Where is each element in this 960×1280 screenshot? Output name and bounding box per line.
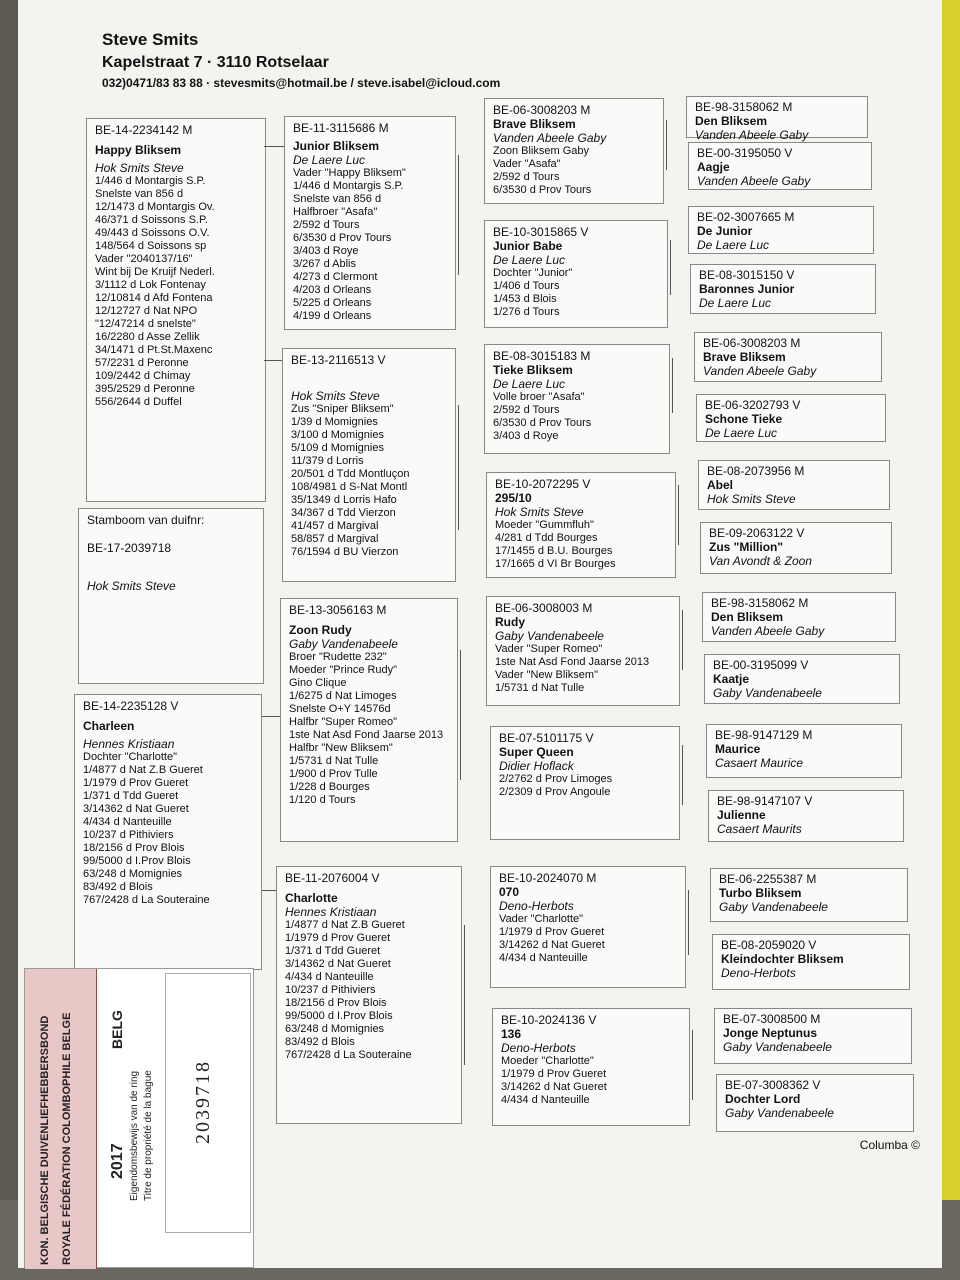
result-line: 3/100 d Momignies bbox=[291, 429, 384, 441]
result-line: 1ste Nat Asd Fond Jaarse 2013 bbox=[495, 656, 650, 668]
ring-number: BE-07-3008500 M bbox=[723, 1012, 821, 1026]
result-line: 57/2231 d Peronne bbox=[95, 357, 189, 369]
result-line: 1/453 d Blois bbox=[493, 293, 557, 305]
result-line: 46/371 d Soissons S.P. bbox=[95, 214, 208, 226]
grandparent-box bbox=[484, 98, 664, 204]
bird-name: Jonge Neptunus bbox=[723, 1026, 818, 1040]
results-list bbox=[285, 919, 453, 1062]
bird-owner: Gaby Vandenabeele bbox=[723, 1040, 832, 1054]
bird-owner: Casaert Maurice bbox=[715, 756, 804, 770]
result-line: 3/14362 d Nat Gueret bbox=[285, 958, 391, 970]
bird-name: Charleen bbox=[83, 719, 135, 733]
bird-owner: De Laere Luc bbox=[293, 153, 366, 167]
ring-number: BE-07-5101175 V bbox=[499, 731, 594, 745]
breeder-address: Kapelstraat 7 · 3110 Rotselaar bbox=[102, 54, 329, 71]
connector-line bbox=[464, 925, 465, 1065]
bird-owner: De Laere Luc bbox=[493, 377, 566, 391]
grandparent-box bbox=[486, 472, 676, 578]
result-line: 3/14262 d Nat Gueret bbox=[499, 939, 605, 951]
result-line: 10/237 d Pithiviers bbox=[83, 829, 174, 841]
result-line: 1/406 d Tours bbox=[493, 280, 560, 292]
result-line: 1/4877 d Nat Z.B Gueret bbox=[83, 764, 203, 776]
result-line: 1/1979 d Prov Gueret bbox=[499, 926, 605, 938]
result-line: "12/47214 d snelste" bbox=[95, 318, 196, 330]
results-list bbox=[493, 391, 661, 443]
results-list bbox=[289, 651, 449, 807]
result-line: 16/2280 d Asse Zellik bbox=[95, 331, 200, 343]
result-line: Wint bij De Kruijf Nederl. bbox=[95, 266, 215, 278]
bird-owner: Gaby Vandenabeele bbox=[713, 686, 822, 700]
result-line: 10/237 d Pithiviers bbox=[285, 984, 376, 996]
breeder-header bbox=[102, 30, 500, 90]
result-line: 1/371 d Tdd Gueret bbox=[285, 945, 381, 957]
results-list bbox=[495, 519, 667, 571]
connector-line bbox=[458, 405, 459, 530]
great-grandparent-box bbox=[704, 654, 900, 704]
result-line: 5/109 d Momignies bbox=[291, 442, 384, 454]
parent-box bbox=[276, 866, 462, 1124]
ring-number: BE-11-3115686 M bbox=[293, 121, 389, 135]
result-line: 99/5000 d I.Prov Blois bbox=[83, 855, 191, 867]
result-line: 1/4877 d Nat Z.B Gueret bbox=[285, 919, 405, 931]
ring-number: BE-08-2059020 V bbox=[721, 938, 817, 952]
result-line: 1/446 d Montargis S.P. bbox=[293, 180, 404, 192]
result-line: 4/199 d Orleans bbox=[293, 310, 372, 322]
result-line: Snelste van 856 d bbox=[293, 193, 382, 205]
bird-owner: Casaert Maurits bbox=[717, 822, 802, 836]
connector-line bbox=[678, 485, 679, 545]
ring-number: BE-14-2235128 V bbox=[83, 699, 179, 713]
bird-owner: Van Avondt & Zoon bbox=[709, 554, 812, 568]
great-grandparent-box bbox=[698, 460, 890, 510]
result-line: 76/1594 d BU Vierzon bbox=[291, 546, 399, 558]
bird-name: Kaatje bbox=[713, 672, 750, 686]
result-line: 4/273 d Clermont bbox=[293, 271, 378, 283]
result-line: Vader "2040137/16" bbox=[95, 253, 193, 265]
result-line: 6/3530 d Prov Tours bbox=[293, 232, 392, 244]
result-line: 83/492 d Blois bbox=[83, 881, 153, 893]
result-line: 1/39 d Momignies bbox=[291, 416, 378, 428]
result-line: 108/4981 d S-Nat Montl bbox=[291, 481, 408, 493]
bird-name: Brave Bliksem bbox=[703, 350, 786, 364]
ring-number: BE-06-2255387 M bbox=[719, 872, 817, 886]
result-line: 34/367 d Tdd Vierzon bbox=[291, 507, 396, 519]
result-line: 12/1473 d Montargis Ov. bbox=[95, 201, 215, 213]
stamboom-ring: BE-17-2039718 bbox=[87, 541, 172, 555]
result-line: 4/434 d Nanteuille bbox=[499, 952, 588, 964]
main-bird-box bbox=[86, 118, 266, 502]
ring-number: BE-09-2063122 V bbox=[709, 526, 805, 540]
result-line: 1/446 d Montargis S.P. bbox=[95, 175, 206, 187]
result-line: 63/248 d Momignies bbox=[83, 868, 183, 880]
ring-year: 2017 bbox=[109, 1143, 126, 1179]
columba-credit: Columba © bbox=[859, 1138, 920, 1152]
connector-line bbox=[460, 650, 461, 780]
bird-name: Turbo Bliksem bbox=[719, 886, 802, 900]
result-line: 1/120 d Tours bbox=[289, 794, 356, 806]
org-name-nl: KON. BELGISCHE DUIVENLIEFHEBBERSBOND bbox=[39, 1015, 51, 1265]
result-line: 6/3530 d Prov Tours bbox=[493, 184, 592, 196]
result-line: 2/592 d Tours bbox=[493, 171, 560, 183]
connector-line bbox=[688, 890, 689, 955]
connector-line bbox=[264, 360, 282, 361]
bird-owner: Vanden Abeele Gaby bbox=[711, 624, 825, 638]
result-line: 49/443 d Soissons O.V. bbox=[95, 227, 210, 239]
result-line: 18/2156 d Prov Blois bbox=[285, 997, 387, 1009]
ring-number: BE-98-3158062 M bbox=[711, 596, 809, 610]
ring-number: 2039718 bbox=[192, 1060, 214, 1144]
result-line: 12/12727 d Nat NPO bbox=[95, 305, 198, 317]
stamboom-label: Stamboom van duifnr: bbox=[87, 513, 205, 527]
bird-name: Charlotte bbox=[285, 891, 338, 905]
ring-title-nl: Eigendomsbewijs van de ring bbox=[129, 1070, 140, 1201]
results-list bbox=[501, 1055, 681, 1107]
result-line: 3/267 d Ablis bbox=[293, 258, 356, 270]
bird-name: Brave Bliksem bbox=[493, 117, 576, 131]
dam-box bbox=[74, 694, 262, 970]
result-line: Dochter "Charlotte" bbox=[83, 751, 178, 763]
result-line: Gino Clique bbox=[289, 677, 347, 689]
result-line: 63/248 d Momignies bbox=[285, 1023, 385, 1035]
result-line: 109/2442 d Chimay bbox=[95, 370, 191, 382]
result-line: 4/203 d Orleans bbox=[293, 284, 372, 296]
result-line: Volle broer "Asafa" bbox=[493, 391, 585, 403]
ring-number: BE-06-3008203 M bbox=[493, 103, 591, 117]
connector-line bbox=[670, 240, 671, 295]
great-grandparent-box bbox=[710, 868, 908, 922]
result-line: Moeder "Prince Rudy" bbox=[289, 664, 398, 676]
ring-number: BE-13-2116513 V bbox=[291, 353, 386, 367]
bird-owner: Hok Smits Steve bbox=[95, 161, 184, 175]
parent-box bbox=[282, 348, 456, 582]
grandparent-box bbox=[484, 220, 668, 328]
bird-name: Baronnes Junior bbox=[699, 282, 795, 296]
bird-owner: Deno-Herbots bbox=[499, 899, 574, 913]
ring-number: BE-10-2024136 V bbox=[501, 1013, 597, 1027]
bird-owner: Gaby Vandenabeele bbox=[289, 637, 398, 651]
result-line: Vader "Asafa" bbox=[493, 158, 561, 170]
results-list bbox=[499, 913, 677, 965]
bird-name: Kleindochter Bliksem bbox=[721, 952, 844, 966]
result-line: 1/1979 d Prov Gueret bbox=[83, 777, 189, 789]
result-line: 1/5731 d Nat Tulle bbox=[495, 682, 585, 694]
result-line: 1/5731 d Nat Tulle bbox=[289, 755, 379, 767]
result-line: Snelste O+Y 14576d bbox=[289, 703, 391, 715]
result-line: Halfbr "Super Romeo" bbox=[289, 716, 398, 728]
result-line: 3/14262 d Nat Gueret bbox=[501, 1081, 607, 1093]
bird-name: Zoon Rudy bbox=[289, 623, 352, 637]
result-line: 1/6275 d Nat Limoges bbox=[289, 690, 397, 702]
result-line: Zoon Bliksem Gaby bbox=[493, 145, 589, 157]
result-line: 3/1112 d Lok Fontenay bbox=[95, 279, 206, 291]
bird-owner: Gaby Vandenabeele bbox=[495, 629, 604, 643]
bird-owner: Deno-Herbots bbox=[721, 966, 796, 980]
stamboom-owner: Hok Smits Steve bbox=[87, 579, 176, 593]
stamboom-box bbox=[78, 508, 264, 684]
connector-line bbox=[458, 155, 459, 275]
great-grandparent-box bbox=[688, 142, 872, 190]
grandparent-box bbox=[486, 596, 680, 706]
bird-owner: Deno-Herbots bbox=[501, 1041, 576, 1055]
result-line: 1/900 d Prov Tulle bbox=[289, 768, 378, 780]
result-line: Snelste van 856 d bbox=[95, 188, 184, 200]
result-line: 41/457 d Margival bbox=[291, 520, 379, 532]
result-line: 3/403 d Roye bbox=[293, 245, 359, 257]
ring-country: BELG bbox=[109, 1010, 125, 1049]
results-list bbox=[493, 267, 659, 319]
result-line: 1/371 d Tdd Gueret bbox=[83, 790, 179, 802]
great-grandparent-box bbox=[714, 1008, 912, 1064]
result-line: Vader "Charlotte" bbox=[499, 913, 584, 925]
ring-number: BE-08-3015183 M bbox=[493, 349, 591, 363]
bird-owner: Hok Smits Steve bbox=[291, 389, 380, 403]
ring-number: BE-10-3015865 V bbox=[493, 225, 589, 239]
ring-number: BE-07-3008362 V bbox=[725, 1078, 821, 1092]
ring-number: BE-98-9147107 V bbox=[717, 794, 813, 808]
great-grandparent-box bbox=[716, 1074, 914, 1132]
ring-number: BE-11-2076004 V bbox=[285, 871, 380, 885]
bird-name: Julienne bbox=[717, 808, 766, 822]
bird-owner: De Laere Luc bbox=[705, 426, 778, 440]
result-line: 4/434 d Nanteuille bbox=[285, 971, 374, 983]
bird-name: Junior Babe bbox=[493, 239, 563, 253]
bird-name: De Junior bbox=[697, 224, 753, 238]
result-line: 1/1979 d Prov Gueret bbox=[501, 1068, 607, 1080]
result-line: Moeder "Charlotte" bbox=[501, 1055, 594, 1067]
ring-number: BE-08-3015150 V bbox=[699, 268, 795, 282]
result-line: 1/228 d Bourges bbox=[289, 781, 370, 793]
result-line: 6/3530 d Prov Tours bbox=[493, 417, 592, 429]
result-line: 83/492 d Blois bbox=[285, 1036, 355, 1048]
result-line: 11/379 d Lorris bbox=[291, 455, 364, 467]
bird-name: 295/10 bbox=[495, 491, 532, 505]
bird-name: 136 bbox=[501, 1027, 522, 1041]
results-list bbox=[95, 175, 257, 409]
bird-name: Super Queen bbox=[499, 745, 574, 759]
result-line: 35/1349 d Lorris Hafo bbox=[291, 494, 397, 506]
result-line: 4/281 d Tdd Bourges bbox=[495, 532, 598, 544]
result-line: 2/2309 d Prov Angoule bbox=[499, 786, 611, 798]
result-line: Vader "Super Romeo" bbox=[495, 643, 603, 655]
bird-owner: Hennes Kristiaan bbox=[285, 905, 377, 919]
result-line: Vader "New Bliksem" bbox=[495, 669, 598, 681]
connector-line bbox=[682, 745, 683, 805]
bird-name: Junior Bliksem bbox=[293, 139, 380, 153]
ring-number: BE-00-3195099 V bbox=[713, 658, 809, 672]
great-grandparent-box bbox=[686, 96, 868, 142]
bird-name: Rudy bbox=[495, 615, 525, 629]
grandparent-box bbox=[490, 726, 680, 840]
breeder-name: Steve Smits bbox=[102, 30, 199, 49]
result-line: 148/564 d Soissons sp bbox=[95, 240, 207, 252]
ring-number: BE-98-3158062 M bbox=[695, 100, 793, 114]
bird-owner: Didier Hoflack bbox=[499, 759, 574, 773]
grandparent-box bbox=[484, 344, 670, 454]
connector-line bbox=[666, 120, 667, 170]
result-line: 1ste Nat Asd Fond Jaarse 2013 bbox=[289, 729, 444, 741]
ring-title-fr: Titre de propriété de la bague bbox=[143, 1070, 154, 1201]
result-line: Zus "Sniper Bliksem" bbox=[291, 403, 394, 415]
results-list bbox=[293, 167, 447, 323]
result-line: 767/2428 d La Souteraine bbox=[83, 894, 210, 906]
great-grandparent-box bbox=[700, 522, 892, 574]
ring-number: BE-14-2234142 M bbox=[95, 123, 193, 137]
connector-line bbox=[262, 716, 280, 717]
bird-owner: Vanden Abeele Gaby bbox=[697, 174, 811, 188]
result-line: 2/2762 d Prov Limoges bbox=[499, 773, 613, 785]
bird-name: Happy Bliksem bbox=[95, 143, 182, 157]
ring-number: BE-10-2072295 V bbox=[495, 477, 591, 491]
result-line: 1/276 d Tours bbox=[493, 306, 560, 318]
bird-owner: Gaby Vandenabeele bbox=[725, 1106, 834, 1120]
result-line: 395/2529 d Peronne bbox=[95, 383, 195, 395]
result-line: 4/434 d Nanteuille bbox=[83, 816, 172, 828]
result-line: Dochter "Junior" bbox=[493, 267, 573, 279]
result-line: Broer "Rudette 232" bbox=[289, 651, 387, 663]
bird-owner: Vanden Abeele Gaby bbox=[695, 128, 809, 142]
ring-number: BE-13-3056163 M bbox=[289, 603, 387, 617]
connector-line bbox=[672, 358, 673, 413]
grandparent-box bbox=[492, 1008, 690, 1126]
results-list bbox=[291, 403, 447, 559]
great-grandparent-box bbox=[696, 394, 886, 442]
great-grandparent-box bbox=[688, 206, 874, 254]
results-list bbox=[495, 643, 671, 695]
ring-number-tag bbox=[165, 973, 251, 1233]
result-line: 2/592 d Tours bbox=[293, 219, 360, 231]
bird-owner: Hok Smits Steve bbox=[495, 505, 584, 519]
bird-owner: Hennes Kristiaan bbox=[83, 737, 175, 751]
bird-name: Zus "Million" bbox=[709, 540, 784, 554]
result-line: 4/434 d Nanteuille bbox=[501, 1094, 590, 1106]
great-grandparent-box bbox=[702, 592, 896, 642]
result-line: 58/857 d Margival bbox=[291, 533, 379, 545]
result-line: 99/5000 d I.Prov Blois bbox=[285, 1010, 393, 1022]
result-line: Vader "Happy Bliksem" bbox=[293, 167, 406, 179]
result-line: 3/14362 d Nat Gueret bbox=[83, 803, 189, 815]
ring-number: BE-06-3008003 M bbox=[495, 601, 593, 615]
connector-line bbox=[264, 146, 284, 147]
result-line: Halfbr "New Bliksem" bbox=[289, 742, 393, 754]
result-line: 767/2428 d La Souteraine bbox=[285, 1049, 412, 1061]
bird-owner: Vanden Abeele Gaby bbox=[493, 131, 607, 145]
parent-box bbox=[284, 116, 456, 330]
bird-name: Schone Tieke bbox=[705, 412, 783, 426]
great-grandparent-box bbox=[708, 790, 904, 842]
bird-owner: De Laere Luc bbox=[699, 296, 772, 310]
bird-name bbox=[291, 375, 447, 389]
result-line: 34/1471 d Pt.St.Maxenc bbox=[95, 344, 213, 356]
org-name-fr: ROYALE FÉDÉRATION COLOMBOPHILE BELGE bbox=[61, 1012, 73, 1265]
connector-line bbox=[682, 610, 683, 670]
bird-name: Aagje bbox=[697, 160, 730, 174]
results-list bbox=[493, 145, 655, 197]
bird-owner: Gaby Vandenabeele bbox=[719, 900, 828, 914]
result-line: 5/225 d Orleans bbox=[293, 297, 372, 309]
breeder-contact: 032)0471/83 83 88 · stevesmits@hotmail.be / steve.isabel@icloud.com bbox=[102, 76, 501, 90]
ring-number: BE-10-2024070 M bbox=[499, 871, 597, 885]
result-line: 3/403 d Roye bbox=[493, 430, 559, 442]
bird-owner: De Laere Luc bbox=[493, 253, 566, 267]
ring-number: BE-06-3202793 V bbox=[705, 398, 801, 412]
bird-name: Abel bbox=[707, 478, 734, 492]
result-line: 1/1979 d Prov Gueret bbox=[285, 932, 391, 944]
result-line: 12/10814 d Afd Fontena bbox=[95, 292, 213, 304]
great-grandparent-box bbox=[706, 724, 902, 778]
great-grandparent-box bbox=[712, 934, 910, 990]
ring-number: BE-06-3008203 M bbox=[703, 336, 801, 350]
result-line: Moeder "Gummfluh" bbox=[495, 519, 594, 531]
bird-name: Den Bliksem bbox=[695, 114, 768, 128]
bird-owner: De Laere Luc bbox=[697, 238, 770, 252]
great-grandparent-box bbox=[690, 264, 876, 314]
result-line: 2/592 d Tours bbox=[493, 404, 560, 416]
results-list bbox=[83, 751, 253, 907]
ring-number: BE-08-2073956 M bbox=[707, 464, 805, 478]
bird-name: Dochter Lord bbox=[725, 1092, 801, 1106]
bird-name: Tieke Bliksem bbox=[493, 363, 573, 377]
ring-number: BE-02-3007665 M bbox=[697, 210, 795, 224]
result-line: 20/501 d Tdd Montluçon bbox=[291, 468, 410, 480]
bird-owner: Hok Smits Steve bbox=[707, 492, 796, 506]
bird-owner: Vanden Abeele Gaby bbox=[703, 364, 817, 378]
result-line: 17/1455 d B.U. Bourges bbox=[495, 545, 613, 557]
connector-line bbox=[262, 890, 276, 891]
bird-name: Maurice bbox=[715, 742, 761, 756]
results-list bbox=[499, 773, 671, 799]
bird-name: 070 bbox=[499, 885, 520, 899]
result-line: 556/2644 d Duffel bbox=[95, 396, 182, 408]
ring-number: BE-00-3195050 V bbox=[697, 146, 793, 160]
parent-box bbox=[280, 598, 458, 842]
ring-certificate-card bbox=[24, 968, 254, 1268]
bird-name: Den Bliksem bbox=[711, 610, 784, 624]
result-line: Halfbroer "Asafa" bbox=[293, 206, 378, 218]
ring-number: BE-98-9147129 M bbox=[715, 728, 813, 742]
grandparent-box bbox=[490, 866, 686, 988]
great-grandparent-box bbox=[694, 332, 882, 382]
connector-line bbox=[692, 1030, 693, 1100]
result-line: 18/2156 d Prov Blois bbox=[83, 842, 185, 854]
result-line: 17/1665 d VI Br Bourges bbox=[495, 558, 616, 570]
